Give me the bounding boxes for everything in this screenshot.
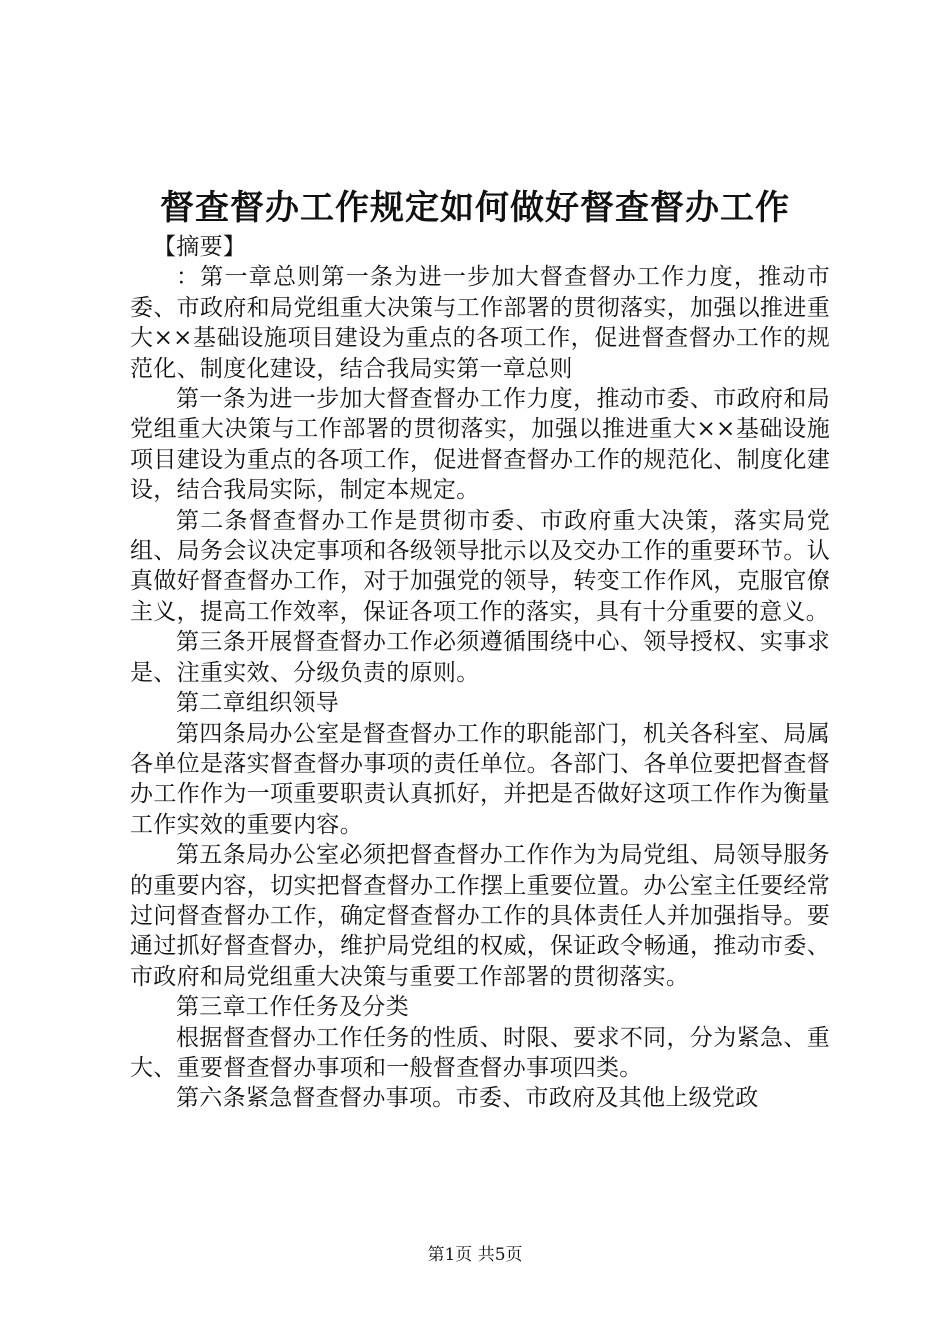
page-footer: 第1页 共5页 <box>427 1245 523 1265</box>
chapter-2-heading: 第二章组织领导 <box>176 690 340 717</box>
article-6-paragraph: 第六条紧急督查督办事项。市委、市政府及其他上级党政 <box>176 1085 759 1112</box>
abstract-paragraph: ：第一章总则第一条为进一步加大督查督办工作力度，推动市委、市政府和局党组重大决策与工作部署的贯彻落实，加强以推进重大××基础设施项目建设为重点的各项工作，促进督查督办工作的规范化、制度化建设，结合我局实第一章总则 <box>130 264 830 382</box>
article-5-paragraph: 第五条局办公室必须把督查督办工作作为为局党组、局领导服务的重要内容，切实把督查督办工作摆上重要位置。办公室主任要经常过问督查督办工作，确定督查督办工作的具体责任人并加强指导。要通过抓好督查督办，维护局党组的权威，保证政令畅通，推动市委、市政府和局党组重大决策与重要工作部署的贯彻落实。 <box>130 842 830 990</box>
document-body <box>130 232 830 1114</box>
article-2-paragraph: 第二条督查督办工作是贯彻市委、市政府重大决策，落实局党组、局务会议决定事项和各级领导批示以及交办工作的重要环节。认真做好督查督办工作，对于加强党的领导，转变工作作风，克服官僚主义，提高工作效率，保证各项工作的落实，具有十分重要的意义。 <box>130 507 830 625</box>
article-1-paragraph: 第一条为进一步加大督查督办工作力度，推动市委、市政府和局党组重大决策与工作部署的贯彻落实，加强以推进重大××基础设施项目建设为重点的各项工作，促进督查督办工作的规范化、制度化建设，结合我局实际，制定本规定。 <box>130 386 830 504</box>
classification-paragraph: 根据督查督办工作任务的性质、时限、要求不同，分为紧急、重大、重要督查督办事项和一般督查督办事项四类。 <box>130 1024 830 1081</box>
article-3-paragraph: 第三条开展督查督办工作必须遵循围绕中心、领导授权、实事求是、注重实效、分级负责的原则。 <box>130 629 830 686</box>
abstract-label: 【摘要】 <box>153 234 247 260</box>
document-title: 督查督办工作规定如何做好督查督办工作 <box>160 188 790 228</box>
article-4-paragraph: 第四条局办公室是督查督办工作的职能部门，机关各科室、局属各单位是落实督查督办事项的责任单位。各部门、各单位要把督查督办工作作为一项重要职责认真抓好，并把是否做好这项工作作为衡量工作实效的重要内容。 <box>130 720 830 838</box>
chapter-3-heading: 第三章工作任务及分类 <box>176 994 409 1021</box>
